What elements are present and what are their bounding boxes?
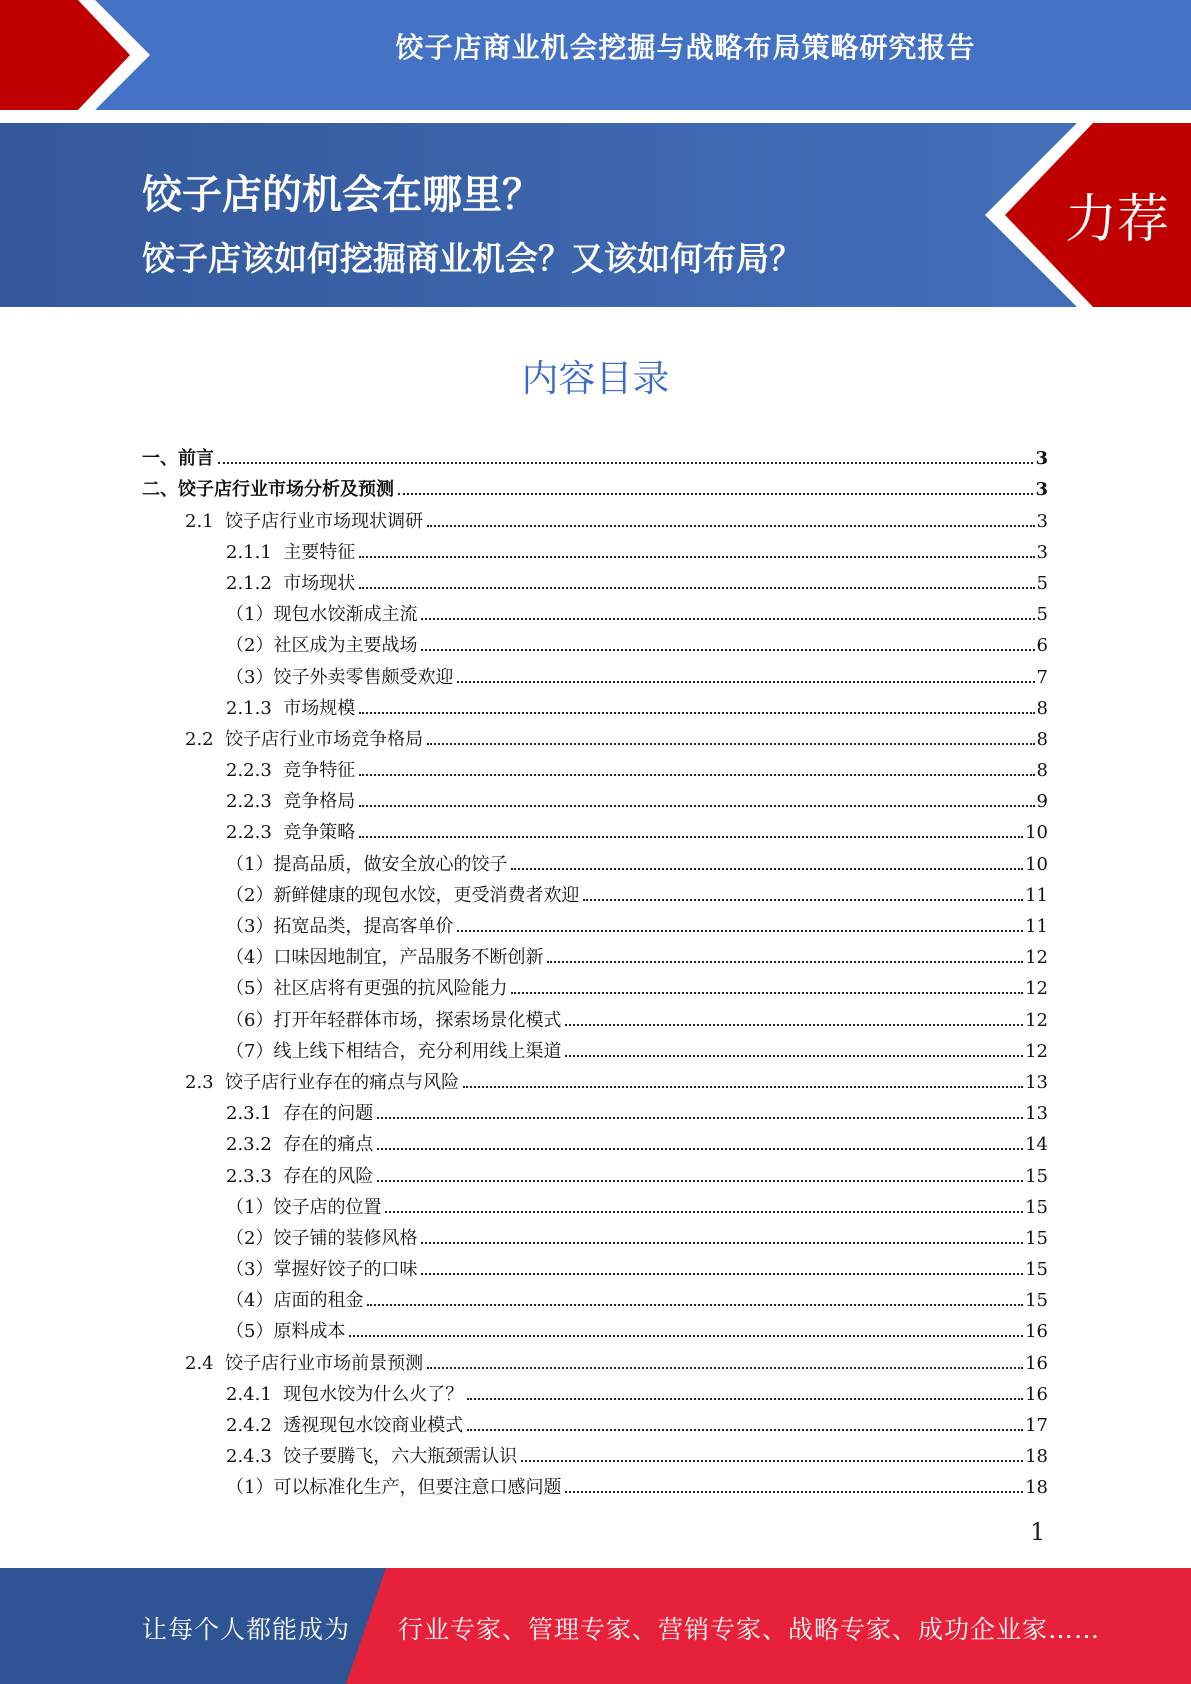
footer-slogan-right: 行业专家、管理专家、营销专家、战略专家、成功企业家…… (398, 1615, 1101, 1644)
toc-entry-text: 透视现包水饺商业模式 (283, 1415, 464, 1436)
toc-entry-number: （7） (226, 1040, 274, 1062)
dot-leader (427, 743, 1034, 745)
dot-leader (511, 868, 1023, 870)
toc-entry-page: 8 (1036, 697, 1048, 719)
toc-entry-text: 饺子店行业市场竞争格局 (225, 728, 424, 750)
dot-leader (359, 774, 1034, 776)
toc-entry-page: 7 (1036, 666, 1048, 688)
dot-leader (427, 1367, 1023, 1369)
toc-entry[interactable] (142, 562, 1048, 593)
toc-entry-text: 打开年轻群体市场，探索场景化模式 (273, 1009, 562, 1031)
toc-entry[interactable] (142, 499, 1048, 530)
toc-entry[interactable] (142, 655, 1048, 686)
toc-entry-number: 2.3.1 (226, 1103, 284, 1125)
toc-entry-number: （1） (226, 1477, 274, 1499)
toc-entry-page: 6 (1036, 635, 1048, 657)
dot-leader (377, 1180, 1023, 1182)
toc-entry-page: 15 (1025, 1165, 1048, 1187)
toc-entry-text: 竞争特征 (283, 760, 356, 782)
toc-entry-text: 口味因地制宜，产品服务不断创新 (273, 947, 544, 969)
toc-title: 内容目录 (521, 357, 670, 400)
dot-leader (421, 1273, 1023, 1275)
toc-entry[interactable] (142, 1186, 1048, 1217)
hero-banner (0, 123, 1191, 307)
toc-entry-page: 15 (1025, 1196, 1048, 1218)
toc-entry-number: 2.3 (185, 1071, 226, 1093)
dot-leader (547, 961, 1023, 963)
toc-entry-text: 新鲜健康的现包水饺，更受消费者欢迎 (273, 884, 580, 906)
toc-entry-text: 主要特征 (283, 541, 356, 563)
toc-entry-page: 15 (1025, 1259, 1048, 1281)
toc-entry-text: 掌握好饺子的口味 (273, 1259, 418, 1281)
footer-slogan-left: 让每个人都能成为 (142, 1615, 351, 1644)
toc-entry-text: 前言 (178, 448, 214, 470)
toc-entry-text: 竞争格局 (283, 791, 356, 813)
toc-entry-number: 2.1.1 (226, 541, 284, 563)
toc-entry-text: 拓宽品类，提高客单价 (273, 916, 454, 937)
hero-question-1: 饺子店的机会在哪里？ (142, 172, 542, 218)
toc-entry-text: 存在的风险 (283, 1165, 374, 1187)
toc-entry-page: 15 (1025, 1290, 1048, 1312)
dot-leader (463, 1086, 1023, 1088)
toc-entry-number: （2） (226, 635, 274, 657)
toc-entry-text: 社区成为主要战场 (273, 635, 418, 657)
toc-entry-number: 2.4.1 (226, 1383, 284, 1405)
toc-entry[interactable] (142, 811, 1048, 842)
toc-entry-number: 2.1.2 (226, 572, 284, 594)
toc-entry[interactable] (142, 1341, 1048, 1372)
toc-entry-number: 一、 (142, 448, 178, 470)
toc-entry[interactable] (142, 1217, 1048, 1248)
dot-leader (359, 587, 1034, 589)
toc-entry[interactable] (142, 936, 1048, 967)
toc-entry-number: （5） (226, 978, 274, 1000)
toc-entry-text: 原料成本 (273, 1321, 346, 1343)
toc-entry-text: 饺子外卖零售颇受欢迎 (273, 666, 454, 688)
toc-entry-text: 店面的租金 (273, 1290, 364, 1312)
toc-entry-number: （3） (226, 1259, 274, 1281)
dot-leader (457, 681, 1034, 683)
toc-entry[interactable] (142, 1466, 1048, 1497)
toc-entry-page: 10 (1025, 822, 1048, 844)
top-banner (0, 0, 1191, 110)
footer-banner (0, 1568, 1191, 1684)
dot-leader (377, 1148, 1023, 1150)
toc-entry-text: 饺子铺的装修风格 (273, 1227, 418, 1249)
toc-entry-text: 可以标准化生产，但要注意口感问题 (273, 1477, 562, 1499)
toc-entry-page: 3 (1036, 510, 1048, 532)
toc-entry-number: 2.1.3 (226, 697, 284, 719)
toc-entry-page: 16 (1025, 1352, 1048, 1374)
toc-entry-number: （1） (226, 1196, 274, 1218)
toc-entry-page: 5 (1036, 604, 1048, 626)
toc-entry[interactable] (142, 1030, 1048, 1061)
toc-entry-number: （1） (226, 853, 274, 875)
dot-leader (421, 649, 1034, 651)
toc-entry-page: 8 (1036, 760, 1048, 782)
toc-entry-text: 饺子店的位置 (273, 1196, 382, 1218)
toc-entry[interactable] (142, 749, 1048, 780)
toc-entry-page: 12 (1025, 947, 1048, 969)
toc-entry-page: 12 (1025, 1040, 1048, 1062)
toc-entry-page: 18 (1025, 1477, 1048, 1499)
toc-entry-page: 12 (1025, 1009, 1048, 1031)
toc-entry-number: （3） (226, 916, 274, 937)
dot-leader (421, 618, 1034, 620)
report-title: 饺子店商业机会挖掘与战略布局策略研究报告 (395, 31, 976, 64)
toc-entry[interactable] (142, 437, 1048, 468)
dot-leader (565, 1024, 1023, 1026)
toc-entry[interactable] (142, 998, 1048, 1029)
toc-entry-text: 存在的痛点 (283, 1134, 374, 1156)
toc-entry[interactable] (142, 1154, 1048, 1185)
toc-entry-page: 16 (1025, 1321, 1048, 1343)
dot-leader (421, 1242, 1023, 1244)
dot-leader (467, 1398, 1023, 1400)
toc-entry-text: 现包水饺渐成主流 (273, 604, 418, 626)
toc-entry-page: 9 (1036, 791, 1048, 813)
toc-entry-text: 社区店将有更强的抗风险能力 (273, 978, 508, 1000)
toc-entry-number: 2.4.3 (226, 1446, 284, 1468)
toc-entry-text: 提高品质，做安全放心的饺子 (273, 853, 508, 875)
dot-leader (521, 1460, 1023, 1462)
toc-entry-text: 饺子要腾飞，六大瓶颈需认识 (283, 1446, 518, 1468)
toc-entry-number: （4） (226, 947, 274, 969)
toc-entry-page: 11 (1025, 884, 1048, 906)
toc-entry-number: 2.3.3 (226, 1165, 284, 1187)
page-number: 1 (1030, 1518, 1046, 1546)
toc-entry[interactable] (142, 780, 1048, 811)
dot-leader (367, 1304, 1023, 1306)
toc-entry-text: 市场规模 (283, 697, 356, 719)
toc-entry-number: （2） (226, 884, 274, 906)
toc-entry[interactable] (142, 1248, 1048, 1279)
toc-entry[interactable] (142, 468, 1048, 499)
toc-entry-number: 2.4.2 (226, 1415, 284, 1436)
toc-entry-text: 饺子店行业市场现状调研 (225, 510, 424, 532)
toc-entry-text: 市场现状 (283, 572, 356, 594)
toc-entry[interactable] (142, 1435, 1048, 1466)
dot-leader (467, 1429, 1023, 1431)
toc-entry-page: 11 (1025, 916, 1048, 937)
toc-entry-page: 3 (1035, 479, 1048, 501)
dot-leader (359, 805, 1034, 807)
toc-entry-page: 8 (1036, 728, 1048, 750)
toc-entry-number: （6） (226, 1009, 274, 1031)
toc-entry[interactable] (142, 593, 1048, 624)
toc-entry-number: 2.1 (185, 510, 226, 532)
toc-entry-number: 2.4 (185, 1352, 226, 1374)
toc-entry-number: 2.3.2 (226, 1134, 284, 1156)
dot-leader (511, 992, 1023, 994)
toc-entry-page: 3 (1035, 448, 1048, 470)
table-of-contents (142, 437, 1048, 1497)
toc-entry-number: 2.2.3 (226, 822, 284, 844)
toc-entry-text: 饺子店行业市场分析及预测 (178, 479, 394, 501)
toc-entry-number: 二、 (142, 479, 178, 501)
toc-entry-text: 竞争策略 (283, 822, 356, 844)
toc-entry-text: 存在的问题 (283, 1103, 374, 1125)
dot-leader (359, 712, 1034, 714)
toc-entry[interactable] (142, 874, 1048, 905)
dot-leader (427, 525, 1034, 527)
toc-entry[interactable] (142, 687, 1048, 718)
dot-leader (457, 930, 1023, 932)
toc-entry-page: 3 (1036, 541, 1048, 563)
toc-entry-page: 15 (1025, 1227, 1048, 1249)
toc-entry[interactable] (142, 1279, 1048, 1310)
dot-leader (218, 462, 1033, 464)
toc-entry-page: 14 (1025, 1134, 1048, 1156)
toc-entry-number: 2.2.3 (226, 791, 284, 813)
toc-entry[interactable] (142, 1092, 1048, 1123)
toc-entry-number: （3） (226, 666, 274, 688)
toc-entry-text: 现包水饺为什么火了？ (283, 1383, 464, 1405)
toc-entry-page: 16 (1025, 1383, 1048, 1405)
toc-entry-page: 18 (1025, 1446, 1048, 1468)
toc-entry[interactable] (142, 1310, 1048, 1341)
toc-entry[interactable] (142, 1061, 1048, 1092)
toc-entry-number: 2.2.3 (226, 760, 284, 782)
dot-leader (377, 1117, 1023, 1119)
dot-leader (565, 1055, 1023, 1057)
dot-leader (359, 836, 1023, 838)
toc-entry-page: 10 (1025, 853, 1048, 875)
recommend-badge: 力荐 (1064, 190, 1169, 250)
toc-entry-number: （2） (226, 1227, 274, 1249)
toc-entry[interactable] (142, 1404, 1048, 1435)
toc-entry[interactable] (142, 624, 1048, 655)
toc-entry-number: （5） (226, 1321, 274, 1343)
toc-entry[interactable] (142, 1373, 1048, 1404)
toc-entry-number: （1） (226, 604, 274, 626)
toc-entry-text: 饺子店行业存在的痛点与风险 (225, 1071, 460, 1093)
toc-entry-page: 5 (1036, 572, 1048, 594)
toc-entry[interactable] (142, 531, 1048, 562)
dot-leader (359, 556, 1034, 558)
toc-entry-page: 13 (1025, 1071, 1048, 1093)
toc-entry-number: 2.2 (185, 728, 226, 750)
toc-entry-page: 13 (1025, 1103, 1048, 1125)
toc-entry-text: 线上线下相结合，充分利用线上渠道 (273, 1040, 562, 1062)
dot-leader (349, 1335, 1023, 1337)
dot-leader (565, 1491, 1023, 1493)
toc-entry[interactable] (142, 905, 1048, 936)
dot-leader (398, 493, 1033, 495)
hero-question-2: 饺子店该如何挖掘商业机会？又该如何布局？ (142, 239, 802, 278)
toc-entry-page: 12 (1025, 978, 1048, 1000)
red-arrow-decoration (0, 0, 160, 110)
toc-entry[interactable] (142, 718, 1048, 749)
toc-entry-number: （4） (226, 1290, 274, 1312)
dot-leader (385, 1211, 1023, 1213)
toc-entry-page: 17 (1025, 1415, 1048, 1436)
dot-leader (583, 899, 1023, 901)
toc-entry[interactable] (142, 967, 1048, 998)
toc-entry[interactable] (142, 842, 1048, 873)
toc-entry[interactable] (142, 1123, 1048, 1154)
toc-entry-text: 饺子店行业市场前景预测 (225, 1352, 424, 1374)
